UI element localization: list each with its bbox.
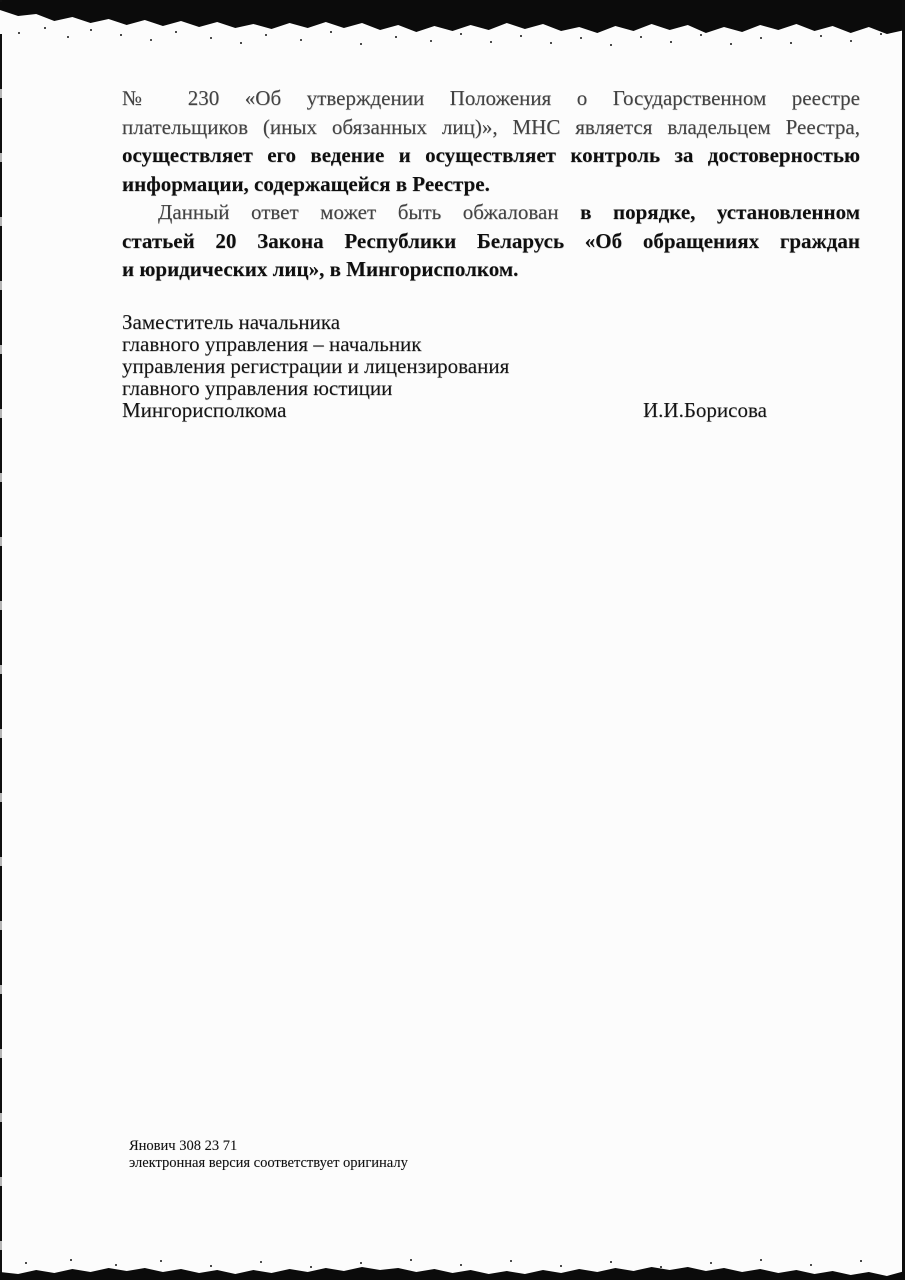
- signatory-title-line: главного управления – начальник: [122, 332, 422, 356]
- executor-contact-line: Янович 308 23 71: [129, 1138, 238, 1154]
- scan-noise-top: [0, 0, 2, 2]
- text-line: статьей 20 Закона Республики Беларусь «Об обращениях граждан: [122, 228, 860, 253]
- scan-artifact-top-edge: [0, 0, 905, 44]
- signatory-name: И.И.Борисова: [643, 398, 767, 422]
- paragraph-appeal-procedure: [122, 198, 860, 284]
- text-line: осуществляет его ведение и осуществляет контроль за достоверностью: [122, 143, 860, 167]
- scan-artifact-left-edge: [0, 34, 2, 1274]
- appeal-procedure-bold-text: в порядке, установленном: [580, 200, 860, 224]
- appeal-intro-text: Данный ответ может быть обжалован: [158, 200, 559, 224]
- text-line: и юридических лиц», в Мингорисполком.: [122, 257, 519, 281]
- scan-noise-bottom: [0, 1250, 2, 1252]
- text-line: № 230 «Об утверждении Положения о Государственном реестре: [122, 86, 860, 110]
- signatory-title-line: [122, 399, 860, 421]
- footer-block: [129, 1138, 629, 1171]
- text-line: [122, 198, 860, 227]
- text-line: плательщиков (иных обязанных лиц)», МНС является владельцем Реестра,: [122, 114, 860, 139]
- signatory-title-line: Заместитель начальника: [122, 310, 341, 334]
- text-line: информации, содержащейся в Реестре.: [122, 171, 490, 196]
- signatory-title-line: главного управления юстиции: [122, 376, 393, 400]
- scan-artifact-bottom-edge: [0, 1262, 905, 1280]
- signatory-title-line: управления регистрации и лицензирования: [122, 354, 510, 378]
- signature-block: [122, 311, 860, 421]
- paragraph-registry-ownership: [122, 84, 860, 198]
- signatory-organization: Мингорисполкома: [122, 398, 287, 422]
- electronic-copy-note: электронная версия соответствует оригиналу: [129, 1154, 408, 1171]
